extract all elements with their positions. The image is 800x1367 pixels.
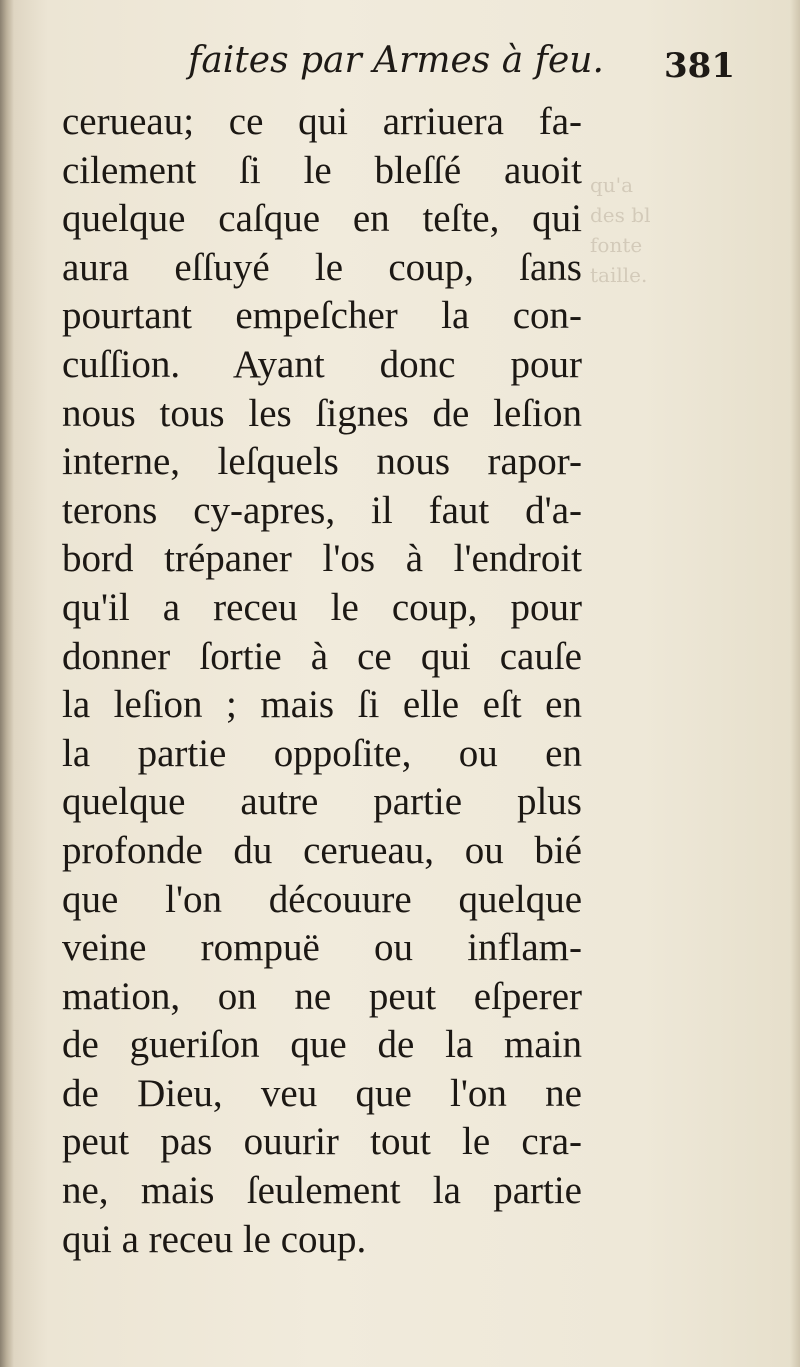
text-line: qu'il a receu le coup, pour	[62, 585, 582, 629]
bleed-line: fonte	[590, 233, 643, 257]
text-line: aura eſſuyé le coup, ſans	[62, 245, 582, 289]
text-line: la partie oppoſite, ou en	[62, 731, 582, 775]
bleed-line: des bl	[590, 203, 651, 227]
text-line: bord trépaner l'os à l'endroit	[62, 537, 582, 581]
text-line: nous tous les ſignes de leſion	[62, 391, 582, 435]
text-line: interne, leſquels nous rapor-	[62, 440, 582, 484]
text-line: peut pas ouurir tout le cra-	[62, 1120, 582, 1164]
page-number: 381	[664, 46, 735, 86]
text-line: veine rompuë ou inflam-	[62, 926, 582, 970]
text-line: quelque caſque en teſte, qui	[62, 197, 582, 241]
text-line: quelque autre partie plus	[62, 780, 582, 824]
text-line: cerueau; ce qui arriuera fa-	[62, 100, 582, 143]
text-line: terons cy-apres, il faut d'a-	[62, 488, 582, 532]
bleed-through-text	[590, 170, 710, 390]
bleed-line: qu'a	[590, 173, 634, 197]
text-line: que l'on découure quelque	[62, 877, 582, 921]
running-title: faites par Armes à feu.	[188, 40, 604, 81]
text-line: pourtant empeſcher la con-	[62, 294, 582, 338]
page-edge	[790, 0, 800, 1367]
text-line: cuſſion. Ayant donc pour	[62, 342, 582, 386]
text-line: mation, on ne peut eſperer	[62, 974, 582, 1018]
text-line: la leſion ; mais ſi elle eſt en	[62, 683, 582, 727]
text-line: de gueriſon que de la main	[62, 1023, 582, 1067]
text-line-last: qui a receu le coup.	[62, 1217, 367, 1261]
text-line: profonde du cerueau, ou bié	[62, 828, 582, 872]
text-line: ne, mais ſeulement la partie	[62, 1169, 582, 1213]
body-text	[62, 98, 582, 1264]
text-line: de Dieu, veu que l'on ne	[62, 1071, 582, 1115]
text-line: cilement ſi le bleſſé auoit	[62, 148, 582, 192]
bleed-line: taille.	[590, 263, 648, 287]
gutter-shadow	[0, 0, 14, 1367]
text-line: donner ſortie à ce qui cauſe	[62, 634, 582, 678]
